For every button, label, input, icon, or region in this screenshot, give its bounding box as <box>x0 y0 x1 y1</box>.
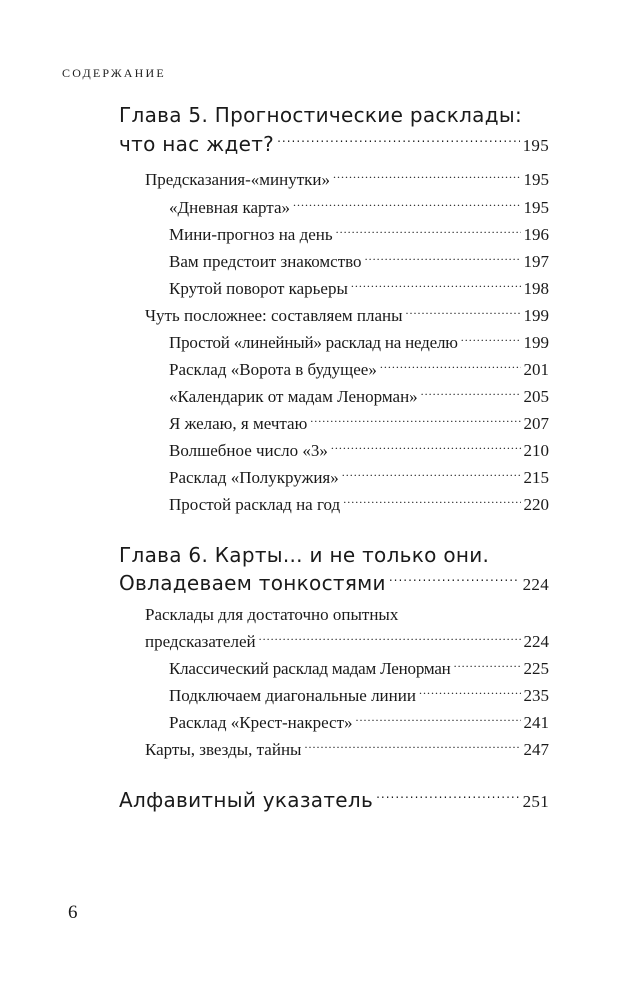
toc-entry-page: 199 <box>523 333 549 352</box>
toc-entry-title: Расклад «Ворота в будущее» <box>169 360 377 379</box>
toc-entry[interactable] <box>169 466 549 490</box>
toc-entry[interactable] <box>169 277 549 301</box>
leader-dots <box>277 131 520 151</box>
toc-entry-title: Подключаем диагональные линии <box>169 686 416 705</box>
toc-entry-page: 195 <box>523 170 549 189</box>
toc-entry-page: 220 <box>523 495 549 514</box>
chapter-6-title-line1: Глава 6. Карты... и не только они. <box>119 543 490 567</box>
chapter-5-title-line2: что нас ждет? <box>119 132 275 156</box>
toc-entry-title: Простой расклад на год <box>169 495 341 514</box>
leader-dots <box>259 630 521 647</box>
chapter-6-page: 224 <box>522 575 549 594</box>
toc-entry-page: 207 <box>523 414 549 433</box>
toc-entry[interactable] <box>169 358 549 382</box>
toc-entry-title: Расклад «Крест-накрест» <box>169 713 353 732</box>
toc-entry[interactable] <box>169 250 549 274</box>
chapter-6-entry[interactable] <box>119 569 549 599</box>
toc-entry[interactable] <box>145 168 549 192</box>
toc-entry-title: Карты, звезды, тайны <box>145 740 302 759</box>
toc-entry-page: 198 <box>523 279 549 298</box>
toc-entry-page: 199 <box>523 306 549 325</box>
leader-dots <box>304 738 520 755</box>
toc-entry-title: Простой «линейный» расклад на неделю <box>169 333 458 352</box>
leader-dots <box>419 684 521 701</box>
toc-entry-title: Чуть посложнее: составляем планы <box>145 306 403 325</box>
leader-dots <box>389 570 520 590</box>
toc-entry[interactable] <box>169 385 549 409</box>
leader-dots <box>343 493 520 510</box>
leader-dots <box>331 439 521 456</box>
leader-dots <box>336 223 521 240</box>
toc-entry-page: 247 <box>523 740 549 759</box>
toc-entry[interactable] <box>169 657 549 681</box>
chapter-5-entry[interactable] <box>119 130 549 160</box>
toc-entry-page: 215 <box>523 468 549 487</box>
leader-dots <box>365 250 521 267</box>
running-header: СОДЕРЖАНИЕ <box>62 66 166 80</box>
toc-entry-page: 210 <box>523 441 549 460</box>
toc-entry[interactable] <box>169 223 549 247</box>
toc-entry[interactable] <box>145 738 549 762</box>
chapter-5-title-line1: Глава 5. Прогностические расклады: <box>119 103 522 127</box>
leader-dots <box>342 466 521 483</box>
toc-entry-title: Вам предстоит знакомство <box>169 252 362 271</box>
toc-entry-title: Я желаю, я мечтаю <box>169 414 308 433</box>
toc-entry-page: 197 <box>523 252 549 271</box>
chapter-5-page: 195 <box>522 136 549 155</box>
toc-entry-title: Крутой поворот карьеры <box>169 279 348 298</box>
index-entry[interactable] <box>119 786 549 816</box>
toc-entry-title: Классический расклад мадам Ленорман <box>169 659 451 678</box>
toc-entry[interactable] <box>169 493 549 517</box>
toc-entry-title: Волшебное число «3» <box>169 441 328 460</box>
leader-dots <box>421 385 521 402</box>
toc-entry[interactable] <box>169 684 549 708</box>
toc-entry[interactable] <box>169 711 549 735</box>
toc-entry[interactable] <box>145 630 549 654</box>
index-title: Алфавитный указатель <box>119 788 374 812</box>
toc-entry-title: «Календарик от мадам Ленорман» <box>169 387 418 406</box>
toc-entry-page: 225 <box>523 659 549 678</box>
index-page: 251 <box>522 792 549 811</box>
toc-entry-page: 205 <box>523 387 549 406</box>
toc-entry[interactable] <box>169 331 549 355</box>
leader-dots <box>356 711 521 728</box>
leader-dots <box>461 331 521 348</box>
leader-dots <box>333 168 520 185</box>
leader-dots <box>310 412 520 429</box>
leader-dots <box>454 657 521 674</box>
toc-entry-page: 196 <box>523 225 549 244</box>
toc-entry-page: 235 <box>523 686 549 705</box>
toc-entry-page: 195 <box>523 198 549 217</box>
leader-dots <box>406 304 521 321</box>
page-number: 6 <box>68 902 78 923</box>
toc-entry[interactable] <box>169 439 549 463</box>
leader-dots <box>380 358 521 375</box>
toc-entry[interactable] <box>145 304 549 328</box>
toc-entry-title-line1: Расклады для достаточно опытных <box>145 605 399 624</box>
toc-entry-title: Мини-прогноз на день <box>169 225 333 244</box>
toc-entry-title: предсказателей <box>145 632 256 651</box>
toc-entry-page: 224 <box>523 632 549 651</box>
toc-entry-title: Расклад «Полукружия» <box>169 468 339 487</box>
toc-entry-page: 241 <box>523 713 549 732</box>
leader-dots <box>293 196 521 213</box>
toc-entry[interactable] <box>169 196 549 220</box>
toc-entry-page: 201 <box>523 360 549 379</box>
toc-entry[interactable] <box>169 412 549 436</box>
leader-dots <box>351 277 521 294</box>
chapter-6-title-line2: Овладеваем тонкостями <box>119 571 386 595</box>
leader-dots <box>376 787 520 807</box>
toc-entry-title: «Дневная карта» <box>169 198 290 217</box>
toc-entry-title: Предсказания-«минутки» <box>145 170 331 189</box>
